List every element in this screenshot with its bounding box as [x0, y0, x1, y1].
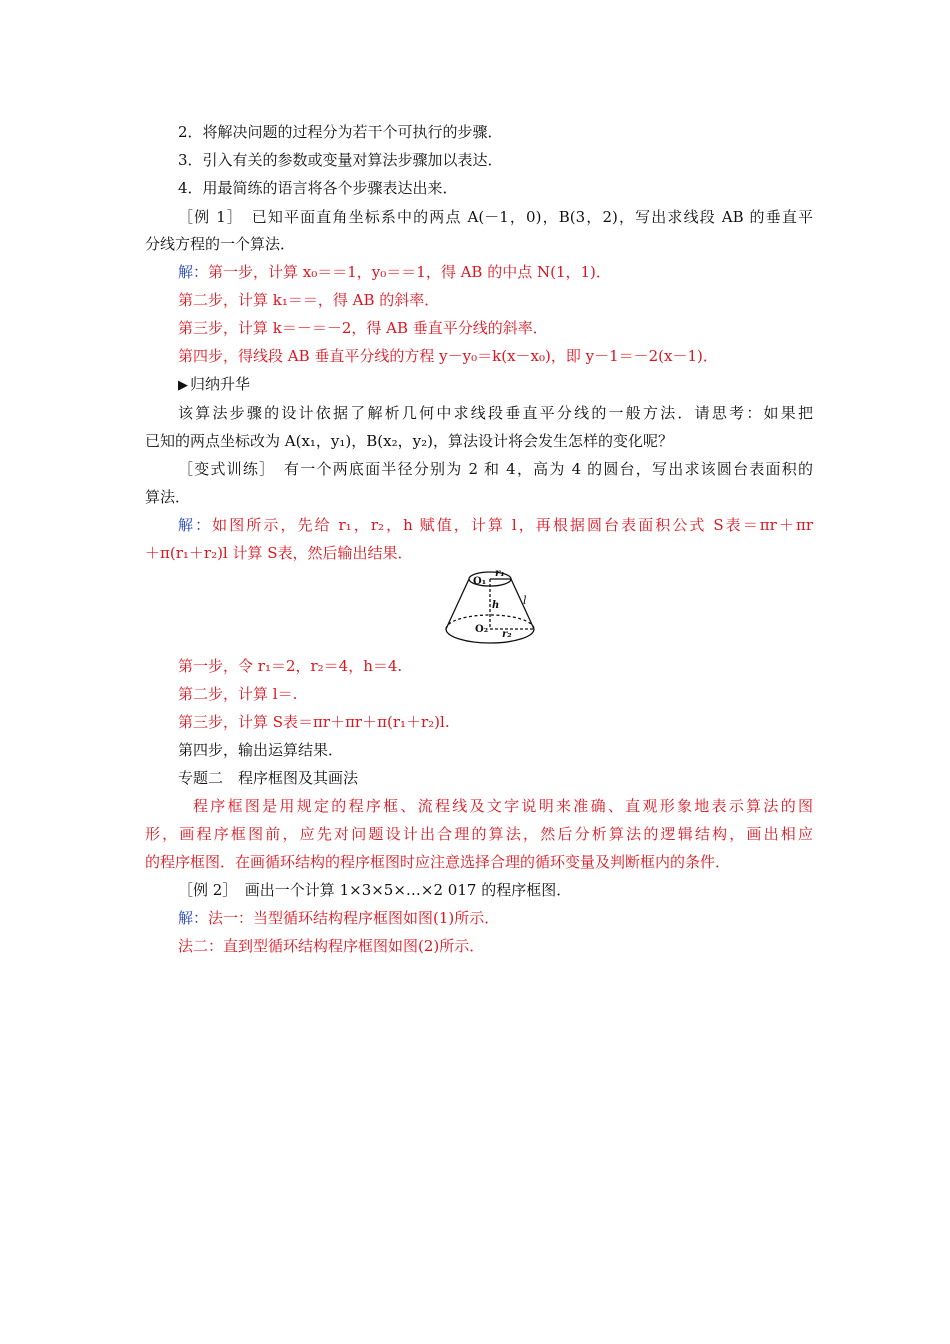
solution-2-step-1: 第一步，令 r₁＝2，r₂＝4，h＝4. [178, 657, 403, 675]
label-height: h [492, 600, 500, 611]
solution-label: 解： [178, 516, 213, 534]
label-slant: l [523, 594, 527, 607]
solution-1-step-2: 第二步，计算 k₁＝＝，得 AB 的斜率． [178, 291, 440, 309]
solution-3-method-1: 解：法一：当型循环结构程序框图如图(1)所示． [178, 909, 500, 927]
variant-question-cont: 算法． [145, 488, 191, 506]
solution-1-step-1: 解：第一步，计算 x₀＝＝1，y₀＝＝1，得 AB 的中点 N(1，1)． [178, 263, 611, 281]
summary-text-cont: 已知的两点坐标改为 A(x₁，y₁)，B(x₂，y₂)，算法设计将会发生怎样的变化呢？ [145, 432, 673, 450]
solution-label: 解： [178, 263, 209, 281]
solution-2-step-2: 第二步，计算 l＝. [178, 685, 298, 703]
label-top-center: O₁ [473, 576, 487, 587]
solution-1-step-3: 第三步，计算 k＝－＝－2，得 AB 垂直平分线的斜率． [178, 319, 548, 337]
step-item-3: 3．引入有关的参数或变量对算法步骤加以表达． [178, 151, 503, 169]
solution-label: 解： [178, 909, 209, 927]
frustum-figure [440, 568, 540, 650]
step-item-4: 4．用最简练的语言将各个步骤表达出来． [178, 179, 458, 197]
solution-2-text-cont: ＋π(r₁＋r₂)l 计算 S表，然后输出结果． [145, 544, 413, 562]
bottom-base-front [446, 629, 534, 643]
solution-2-text: 解：如图所示，先给 r₁，r₂，h 赋值，计算 l，再根据圆台表面积公式 S表＝πr＋πr [178, 516, 813, 534]
example-1-question-cont: 分线方程的一个算法． [145, 235, 296, 253]
step-item-2: 2．将解决问题的过程分为若干个可执行的步骤． [178, 123, 503, 141]
topic-2-paragraph-cont-2: 的程序框图．在画循环结构的程序框图时应注意选择合理的循环变量及判断框内的条件． [145, 853, 731, 871]
label-bottom-center: O₂ [475, 624, 489, 635]
example-2-question: ［例 2］ 画出一个计算 1×3×5×…×2 017 的程序框图． [178, 881, 572, 899]
summary-text: 该算法步骤的设计依据了解析几何中求线段垂直平分线的一般方法．请思考：如果把 [178, 404, 813, 422]
section-heading-topic-2: 专题二 程序框图及其画法 [178, 769, 359, 787]
variant-question: ［变式训练］ 有一个两底面半径分别为 2 和 4，高为 4 的圆台，写出求该圆台表面积的 [178, 460, 813, 478]
topic-2-paragraph-cont-1: 形，画程序框图前，应先对问题设计出合理的算法，然后分析算法的逻辑结构，画出相应 [145, 825, 813, 843]
topic-2-paragraph: 程序框图是用规定的程序框、流程线及文字说明来准确、直观形象地表示算法的图 [193, 797, 813, 815]
solution-2-step-3: 第三步，计算 S表＝πr＋πr＋π(r₁＋r₂)l. [178, 713, 450, 731]
solution-3-method-2: 法二：直到型循环结构程序框图如图(2)所示． [178, 937, 485, 955]
example-1-question: ［例 1］ 已知平面直角坐标系中的两点 A(－1，0)，B(3，2)，写出求线段 AB 的垂直平 [178, 208, 813, 226]
left-slant-edge [446, 579, 469, 629]
label-top-radius: r₁ [495, 568, 505, 579]
summary-heading: ▶ 归纳升华 [178, 374, 813, 396]
solution-1-step-4: 第四步，得线段 AB 垂直平分线的方程 y－y₀＝k(x－x₀)，即 y－1＝－2(x－1)． [178, 347, 718, 365]
label-bottom-radius: r₂ [502, 629, 512, 640]
solution-2-step-4: 第四步，输出运算结果． [178, 741, 344, 759]
triangle-marker-icon: ▶ [178, 378, 188, 393]
